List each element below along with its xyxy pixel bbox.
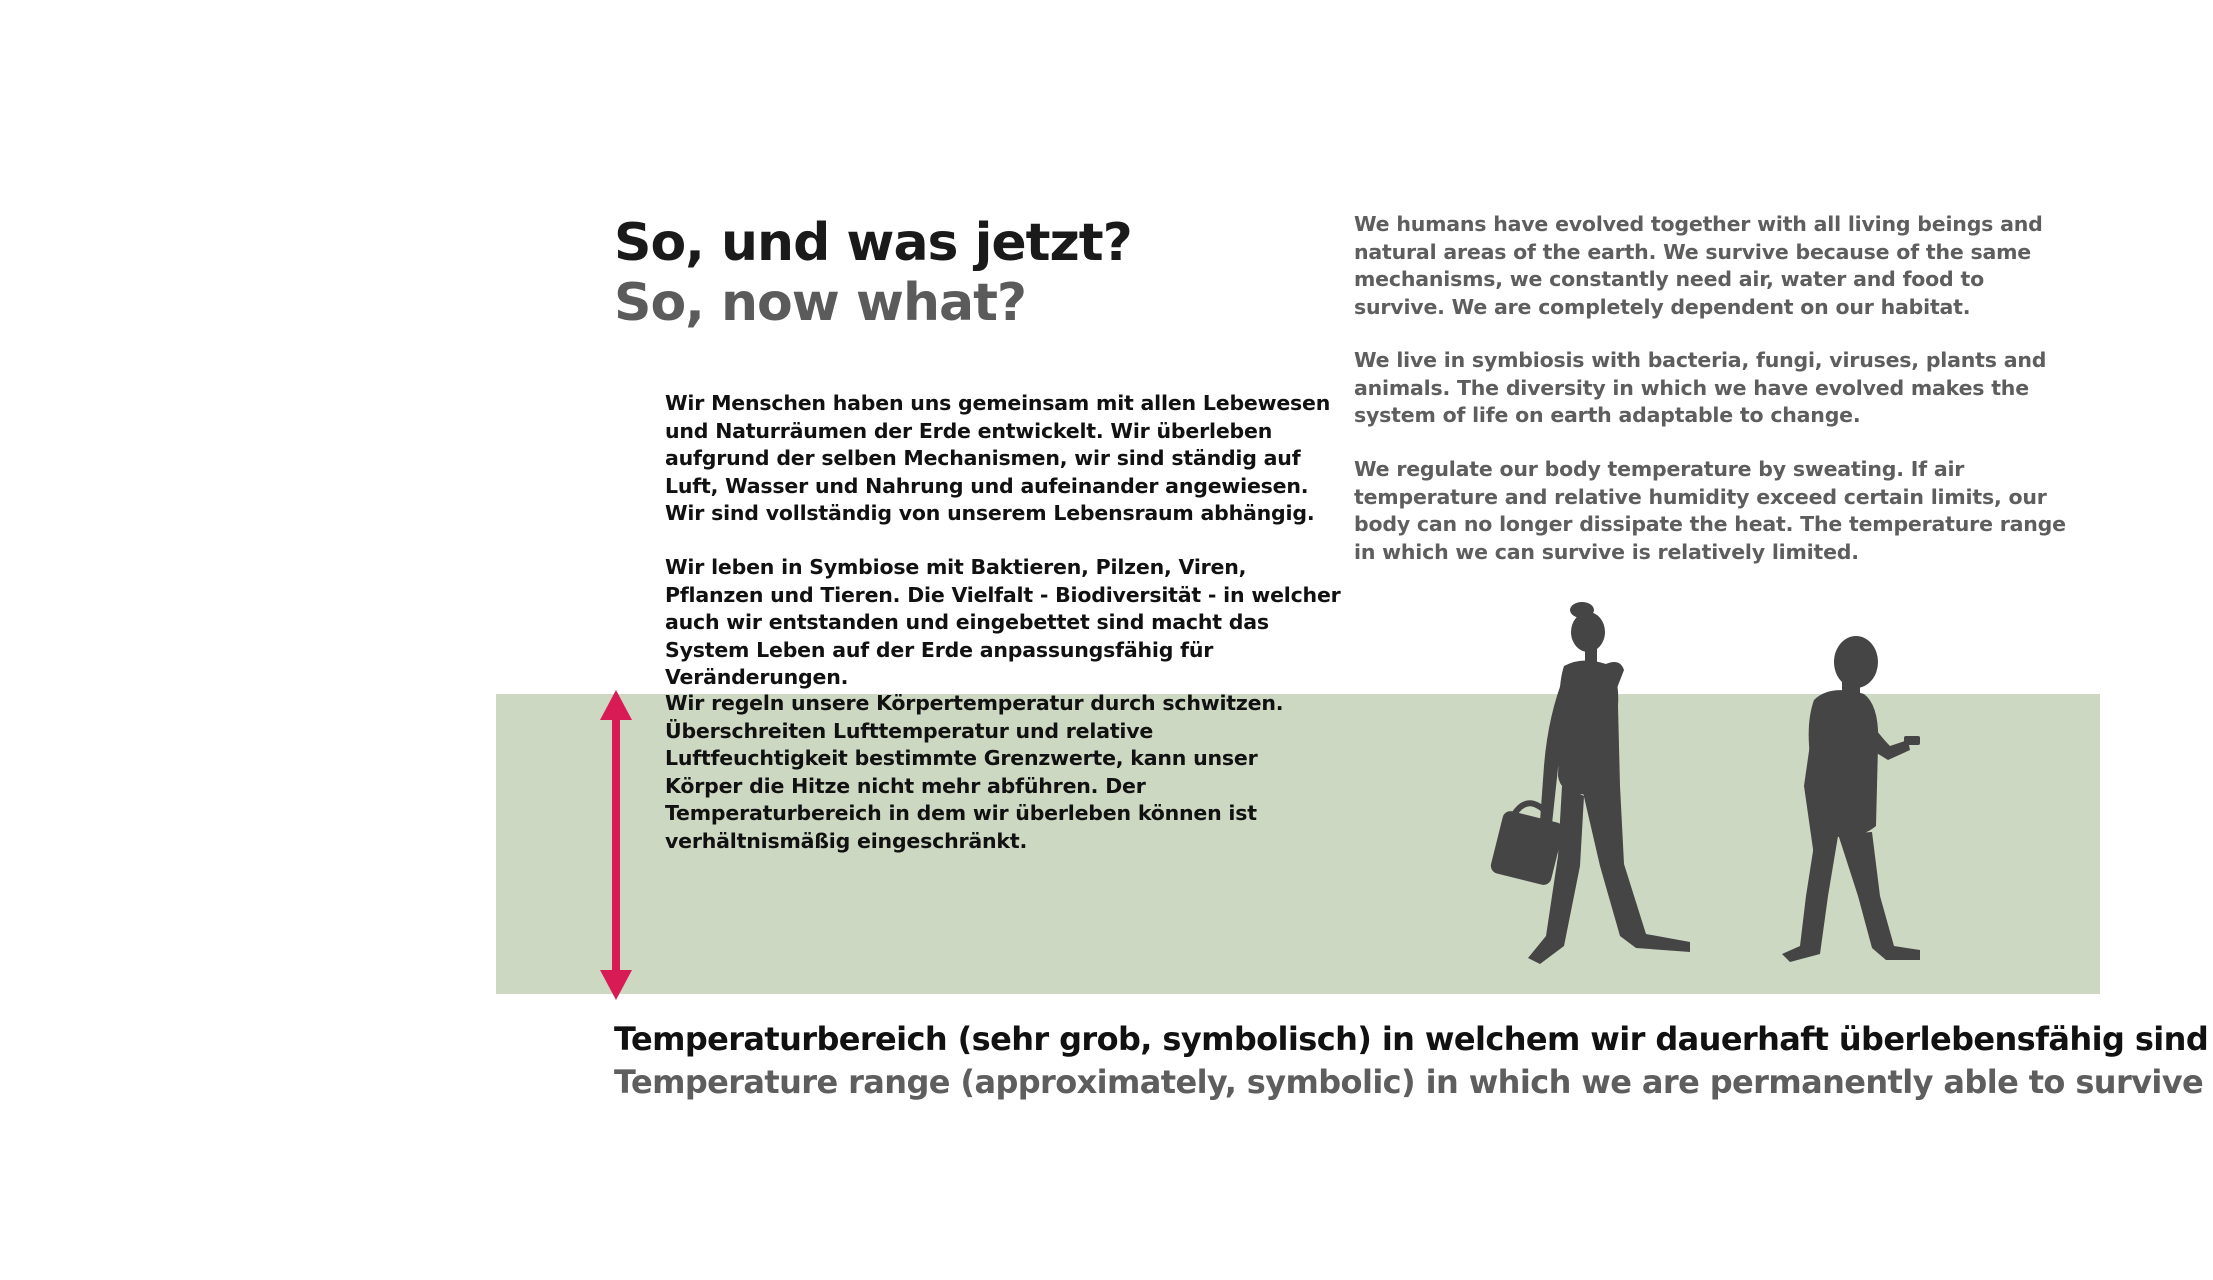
page-title-english: So, now what? [614, 273, 1027, 333]
english-paragraph-3: We regulate our body temperature by sweating. If air temperature and relative humidity exceed certain limits, our body can no longer dissipate the heat. The temperature range in which we can survive is relatively limited. [1354, 457, 2066, 564]
german-paragraph-1: Wir Menschen haben uns gemeinsam mit allen Lebewesen und Naturräumen der Erde entwickelt. Wir überleben aufgrund der selben Mechanismen, wir sind ständig auf Luft, Wasser und Nahrung und aufeinander angewiesen. Wir sind vollständig von unserem Lebensraum abhängig. [665, 391, 1331, 525]
walking-woman-with-briefcase-silhouette [1460, 596, 1710, 976]
walking-man-with-phone-silhouette [1720, 596, 1940, 976]
page-title-german: So, und was jetzt? [614, 213, 1132, 273]
german-paragraph-2: Wir leben in Symbiose mit Baktieren, Pilzen, Viren, Pflanzen und Tieren. Die Vielfalt - Biodiversität - in welcher auch wir entstanden und eingebettet sind macht das System Leben auf der Erde anpassungsfähig für Veränderungen. [665, 555, 1341, 689]
english-paragraph-1: We humans have evolved together with all living beings and natural areas of the earth. We survive because of the same mechanisms, we constantly need air, water and food to survive. We are completely dependent on our habitat. [1354, 212, 2043, 319]
range-caption-german: Temperaturbereich (sehr grob, symbolisch) in welchem wir dauerhaft überlebensfähig sind [614, 1020, 2209, 1058]
english-paragraph-2: We live in symbiosis with bacteria, fungi, viruses, plants and animals. The diversity in which we have evolved makes the system of life on earth adaptable to change. [1354, 348, 2047, 427]
range-caption-english: Temperature range (approximately, symbolic) in which we are permanently able to survive [614, 1063, 2204, 1101]
temperature-range-arrow-icon [594, 690, 638, 1000]
german-paragraph-3: Wir regeln unsere Körpertemperatur durch schwitzen. Überschreiten Lufttemperatur und relative Luftfeuchtigkeit bestimmte Grenzwerte, kann unser Körper die Hitze nicht mehr abführen. Der Temperaturbereich in dem wir überleben können ist verhältnismäßig eingeschränkt. [665, 691, 1284, 853]
